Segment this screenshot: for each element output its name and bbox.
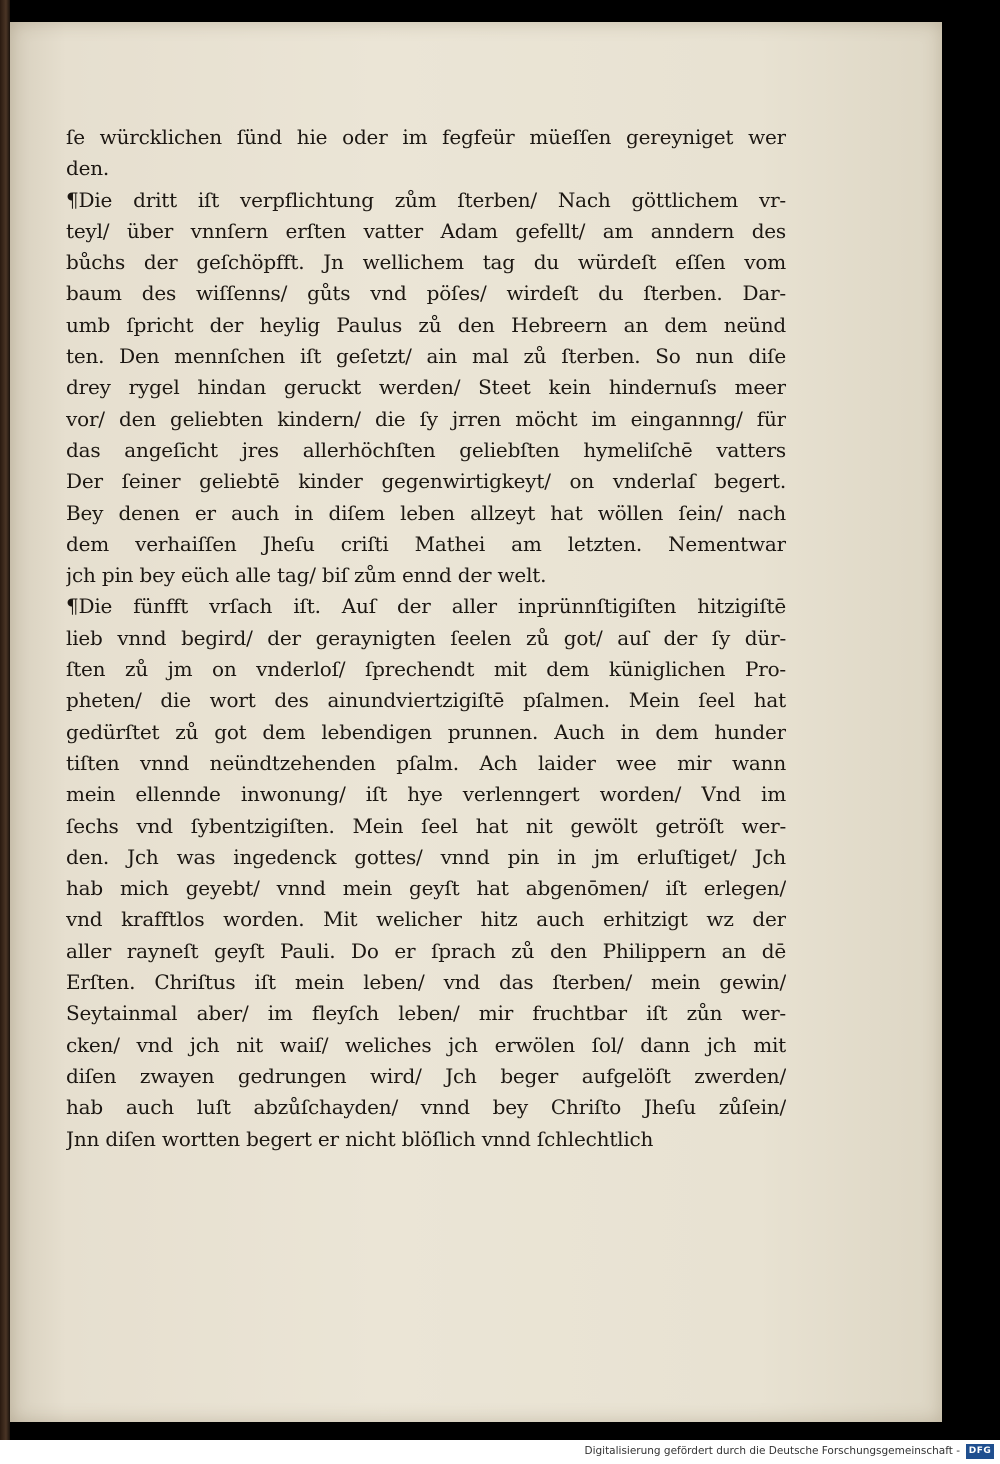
text-line: baum des wiſſenns/ gůts vnd pöſes/ wirdeſt du ſterben. Dar- <box>66 281 786 306</box>
text-line: bůchs der geſchöpfft. Jn wellichem tag du würdeſt eſſen vom <box>66 250 786 275</box>
text-line: pheten/ die wort des ainundviertzigiſtē pſalmen. Mein ſeel hat <box>66 688 786 713</box>
text-line: umb ſpricht der heylig Paulus zů den Hebreern an dem neünd <box>66 312 786 337</box>
text-line: vnd krafftlos worden. Mit welicher hitz auch erhitzigt wz der <box>66 907 786 932</box>
text-line: das angeſicht jres allerhöchſten geliebſten hymeliſchē vatters <box>66 437 786 462</box>
page-text-block <box>66 122 786 1155</box>
text-line: ¶Die dritt iſt verpflichtung zům ſterben/ Nach göttlichem vr- <box>66 187 786 212</box>
text-line: Bey denen er auch in diſem leben allzeyt hat wöllen ſein/ nach <box>66 500 786 525</box>
text-line: ſechs vnd ſybentzigiſten. Mein ſeel hat nit gewölt getröſt wer- <box>66 813 786 838</box>
text-line: Erſten. Chriſtus iſt mein leben/ vnd das ſterben/ mein gewin/ <box>66 970 786 995</box>
text-line: ſe würcklichen ſünd hie oder im fegfeür müeſſen gereyniget wer <box>66 125 786 149</box>
text-line: mein ellennde inwonung/ iſt hye verlenngert worden/ Vnd im <box>66 782 786 807</box>
text-line: dem verhaiſſen Jheſu criſti Mathei am letzten. Nementwar <box>66 531 786 556</box>
text-line: vor/ den geliebten kindern/ die ſy jrren möcht im eingannng/ für <box>66 406 786 431</box>
book-spine-edge <box>0 0 10 1440</box>
text-line: Jnn diſen wortten begert er nicht blöſlich vnnd ſchlechtlich <box>66 1126 654 1151</box>
dfg-logo-icon: DFG <box>966 1444 994 1459</box>
text-line: aller rayneſt geyſt Pauli. Do er ſprach zů den Philippern an dē <box>66 938 786 963</box>
text-line: hab mich geyebt/ vnnd mein geyſt hat abgenōmen/ iſt erlegen/ <box>66 876 786 901</box>
text-line: teyl/ über vnnſern erſten vatter Adam gefellt/ am anndern des <box>66 218 786 243</box>
text-line: ¶Die fünfft vrſach iſt. Auſ der aller inprünnſtigiſten hitzigiſtē <box>66 594 786 619</box>
text-line: hab auch luſt abzůſchayden/ vnnd bey Chriſto Jheſu zůſein/ <box>66 1095 786 1120</box>
text-line: den. Jch was ingedenck gottes/ vnnd pin in jm erluſtiget/ Jch <box>66 844 786 869</box>
text-line: ten. Den mennſchen iſt geſetzt/ ain mal zů ſterben. So nun diſe <box>66 344 786 369</box>
text-line: Seytainmal aber/ im fleyſch leben/ mir fruchtbar iſt zůn wer- <box>66 1001 786 1026</box>
funding-credit: Digitalisierung gefördert durch die Deutsche Forschungsgemeinschaft - <box>584 1445 960 1457</box>
book-page <box>10 22 942 1422</box>
text-line: diſen zwayen gedrungen wird/ Jch beger aufgelöſt zwerden/ <box>66 1063 786 1088</box>
text-line: cken/ vnd jch nit waiſ/ weliches jch erwölen ſol/ dann jch mit <box>66 1032 786 1057</box>
text-line: drey rygel hindan geruckt werden/ Steet kein hindernuſs meer <box>66 375 786 400</box>
text-line: Der ſeiner geliebtē kinder gegenwirtigkeyt/ on vnderlaſ begert. <box>66 469 786 494</box>
text-line: gedürſtet zů got dem lebendigen prunnen. Auch in dem hunder <box>66 719 786 744</box>
text-line: lieb vnnd begird/ der geraynigten ſeelen zů got/ auſ der ſy dür- <box>66 625 786 650</box>
text-line: tiſten vnnd neündtzehenden pſalm. Ach laider wee mir wann <box>66 750 786 775</box>
text-line: den. <box>66 156 110 181</box>
text-line: ſten zů jm on vnderloſ/ ſprechendt mit dem küniglichen Pro- <box>66 657 786 682</box>
text-line: jch pin bey eüch alle tag/ biſ zům ennd der welt. <box>66 563 547 588</box>
footer-bar <box>0 1440 1000 1464</box>
